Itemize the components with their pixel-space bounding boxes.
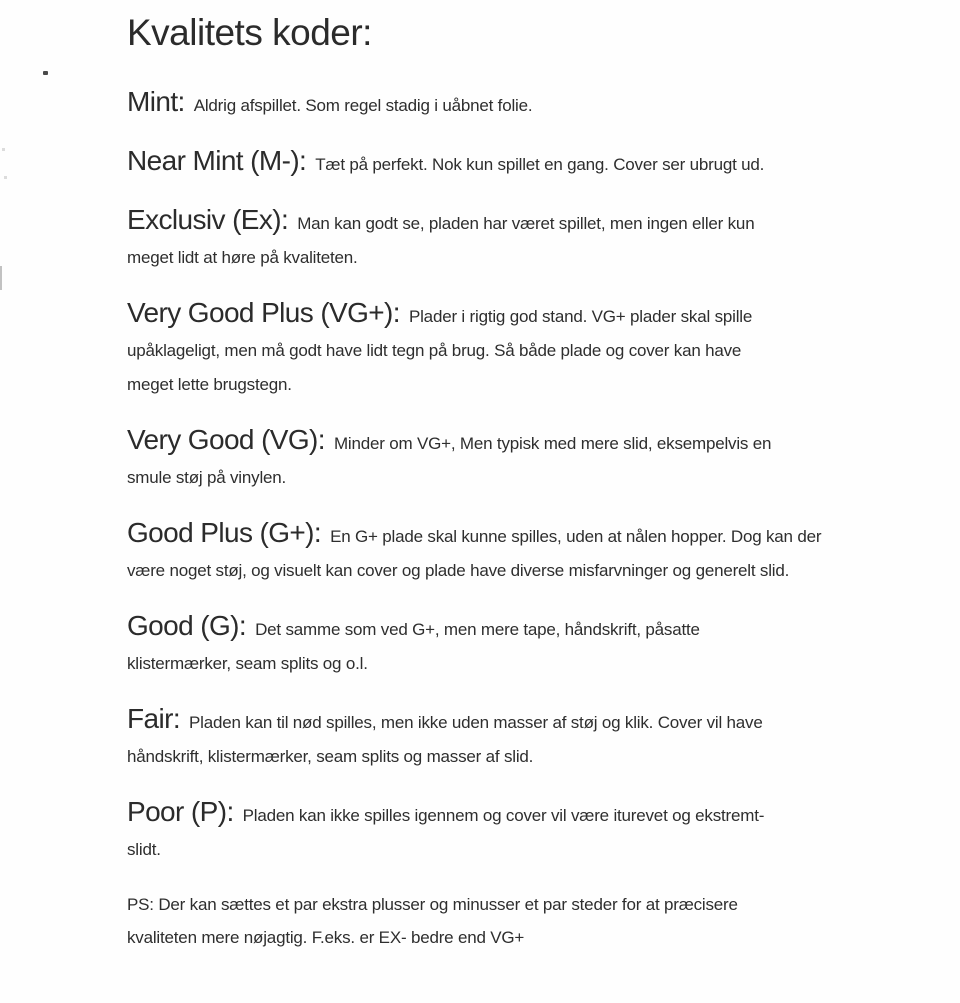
grade-term: Exclusiv (Ex):	[127, 204, 289, 235]
grade-entry-exclusiv	[127, 203, 922, 275]
grade-desc-line: smule støj på vinylen.	[127, 468, 287, 487]
grade-desc-line: En G+ plade skal kunne spilles, uden at nålen hopper. Dog kan der	[330, 527, 822, 546]
grade-desc-line: Minder om VG+, Men typisk med mere slid, eksempelvis en	[333, 434, 772, 453]
scan-faint-speck	[2, 148, 5, 151]
grade-desc-line: være noget støj, og visuelt kan cover og plade have diverse misfarvninger og generelt slid.	[127, 561, 790, 580]
grade-term: Good Plus (G+):	[127, 517, 322, 548]
postscript-line: kvaliteten mere nøjagtig. F.eks. er EX- bedre end VG+	[127, 928, 525, 947]
grade-entry-good	[127, 609, 922, 681]
page-title: Kvalitets koder:	[127, 12, 372, 53]
grade-term: Mint:	[127, 86, 185, 117]
grade-term: Good (G):	[127, 610, 247, 641]
grade-entry-very-good	[127, 423, 922, 495]
grade-desc-line: håndskrift, klistermærker, seam splits og masser af slid.	[127, 747, 534, 766]
grade-desc-line: meget lidt at høre på kvaliteten.	[127, 248, 358, 267]
grade-entry-good-plus	[127, 516, 922, 588]
grade-desc-line: Plader i rigtig god stand. VG+ plader skal spille	[408, 307, 753, 326]
grade-term: Fair:	[127, 703, 181, 734]
scan-faint-speck	[4, 176, 7, 179]
grade-term: Very Good (VG):	[127, 424, 325, 455]
grade-desc-line: Tæt på perfekt. Nok kun spillet en gang. Cover ser ubrugt ud.	[315, 155, 765, 174]
grade-desc-line: Aldrig afspillet. Som regel stadig i uåbnet folie.	[193, 96, 533, 115]
grade-term: Poor (P):	[127, 796, 234, 827]
grade-desc-line: Det samme som ved G+, men mere tape, håndskrift, påsatte	[255, 620, 700, 639]
postscript-note	[127, 888, 922, 954]
scan-edge-mark	[0, 266, 2, 290]
grade-term: Near Mint (M-):	[127, 145, 307, 176]
grade-desc-line: Pladen kan til nød spilles, men ikke uden masser af støj og klik. Cover vil have	[189, 713, 763, 732]
grade-entry-poor	[127, 795, 922, 867]
grade-entry-fair	[127, 702, 922, 774]
grade-term: Very Good Plus (VG+):	[127, 297, 400, 328]
grade-entry-mint	[127, 85, 922, 123]
grade-desc-line: meget lette brugstegn.	[127, 375, 292, 394]
grade-desc-line: slidt.	[127, 840, 161, 859]
scan-speck	[43, 71, 48, 75]
grade-desc-line: Man kan godt se, pladen har været spillet, men ingen eller kun	[297, 214, 755, 233]
grade-entry-very-good-plus	[127, 296, 922, 402]
postscript-line: PS: Der kan sættes et par ekstra plusser og minusser et par steder for at præcisere	[127, 895, 738, 914]
grade-desc-line: upåklageligt, men må godt have lidt tegn på brug. Så både plade og cover kan have	[127, 341, 742, 360]
grade-desc-line: klistermærker, seam splits og o.l.	[127, 654, 368, 673]
grade-desc-line: Pladen kan ikke spilles igennem og cover vil være iturevet og ekstremt-	[242, 806, 765, 825]
grade-entry-near-mint	[127, 144, 922, 182]
